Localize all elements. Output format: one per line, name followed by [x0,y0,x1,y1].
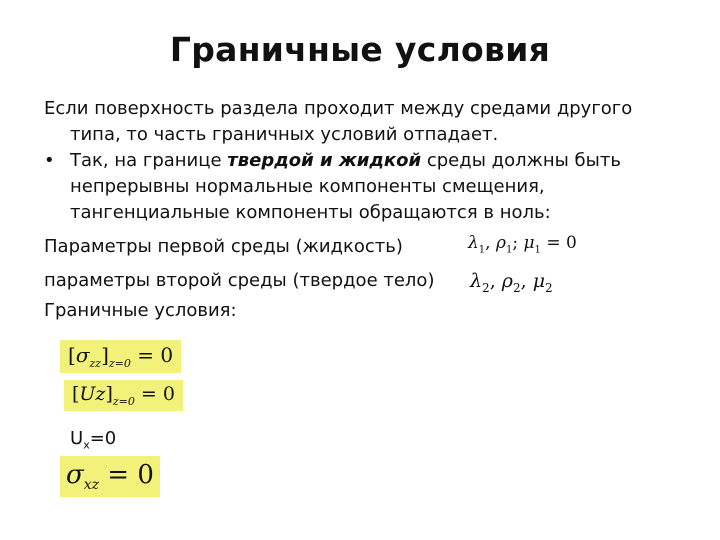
bullet-marker: • [44,150,55,171]
second-medium-params: $\lambda_2$, $\rho_2$, $\mu_2$ [470,270,553,295]
bullet-text-end: среды должны быть [421,150,621,171]
bullet-text-start: Так, на границе [70,150,228,171]
paragraph-line: Если поверхность раздела проходит между средами другого [44,98,633,119]
first-medium-label: Параметры первой среды (жидкость) [44,236,403,257]
first-medium-params: $\lambda_1$, $\rho_1$; $\mu_1 = 0$ [468,233,577,256]
formula-sigma-zz: $[\sigma_{zz}]_{z=0} = 0$ [60,340,181,373]
boundary-conditions-label: Граничные условия: [44,300,237,321]
second-medium-label: параметры второй среды (твердое тело) [44,270,435,291]
formula-uz: $[Uz]_{z=0} = 0$ [64,380,183,411]
emphasis-text: твердой и жидкой [227,150,422,171]
formula-ux: $U_x=0$ [70,428,117,452]
paragraph-line: непрерывны нормальные компоненты смещения, [70,176,545,197]
paragraph-line: типа, то часть граничных условий отпадает. [70,124,499,145]
formula-sigma-xz: $\sigma_{xz} = 0$ [60,456,160,497]
paragraph-line: тангенциальные компоненты обращаются в ноль: [70,202,551,223]
slide-title: Граничные условия [169,30,551,69]
bullet-line [44,148,621,174]
